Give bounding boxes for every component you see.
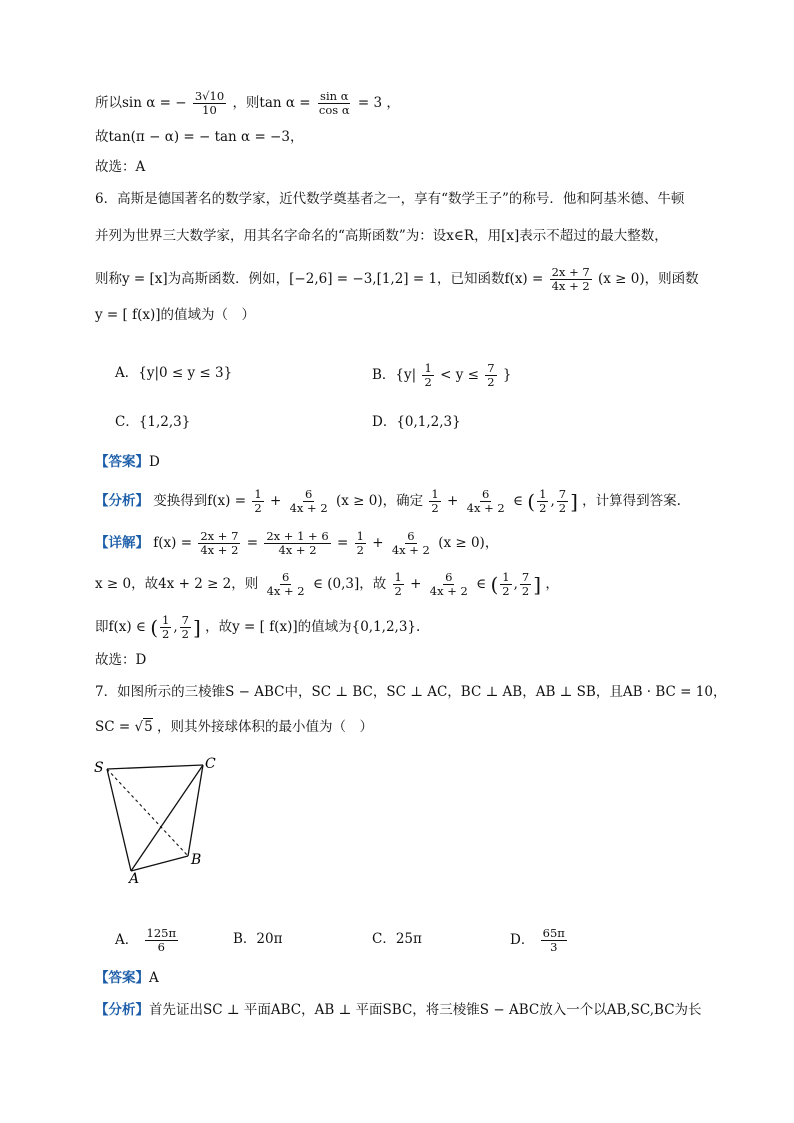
numerator: 125π [146, 926, 177, 940]
fraction [422, 362, 433, 389]
denominator: 2 [487, 375, 495, 389]
detail-label: 【详解】 [95, 535, 149, 551]
numerator: 6 [482, 487, 490, 501]
text: = [336, 535, 349, 551]
q6-option-a[interactable]: A．{y|0 ≤ y ≤ 3} [115, 365, 233, 381]
numerator: 1 [424, 361, 432, 375]
q6-detail-line2: x ≥ 0，故4x + 2 ≥ 2，则 $\frac{6}{4x + 2}$ ∈ (0,3]，故 $\frac{1}{2}$ + $\frac{6}{4x + 2}$ ∈ ( $\frac{1}{2}$ , $\frac{7}{2}$ ] ， [95, 570, 559, 598]
fraction [265, 571, 307, 598]
text: 首先证出SC ⊥ 平面ABC，AB ⊥ 平面SBC，将三棱锥S − ABC放入一个以AB,SC,BC为长 [149, 1002, 702, 1018]
numerator: 2x + 7 [200, 529, 239, 543]
q7-option-d[interactable] [510, 927, 569, 954]
q6-choice: 故选：D [95, 652, 147, 668]
numerator: 6 [407, 529, 415, 543]
fraction [288, 488, 330, 515]
fraction [180, 614, 191, 641]
q6-analysis: 【分析】 变换得到f(x) = $\frac{1}{2}$ + $\frac{6}{4x + 2}$ (x ≥ 0)，确定 $\frac{1}{2}$ + $\frac{6}{4x + 2}$ ∈ ( $\frac{1}{2}$ , $\frac{7}{2}$ ] ，计算得到答案. [95, 487, 681, 515]
numerator: 1 [162, 613, 170, 627]
analysis-label: 【分析】 [95, 493, 149, 509]
denominator: 4x + 2 [466, 501, 505, 515]
q6-detail-line1 [95, 530, 498, 557]
denominator: 3 [550, 940, 558, 954]
text: (x ≥ 0)， [438, 535, 499, 551]
text: + [447, 493, 459, 509]
fraction [428, 571, 470, 598]
numerator: 2x + 7 [551, 265, 590, 279]
denominator: 4x + 2 [266, 584, 305, 598]
q7-option-b[interactable]: B．20π [233, 931, 283, 947]
denominator: 2 [181, 627, 189, 641]
numerator: 1 [539, 487, 547, 501]
denominator: 2 [424, 375, 432, 389]
answer-value: A [149, 970, 159, 986]
numerator: 7 [181, 613, 189, 627]
text: = [246, 535, 259, 551]
fraction [390, 530, 432, 557]
label-s: S [94, 760, 104, 776]
text: B．{y| [372, 367, 417, 383]
text: (x ≥ 0)，确定 [335, 493, 424, 509]
text: D． [510, 932, 535, 948]
text: 变换得到f(x) = [153, 493, 247, 509]
text: = 3 ， [357, 95, 400, 111]
denominator: 2 [539, 501, 547, 515]
denominator: 2 [521, 584, 530, 598]
text: + [410, 576, 422, 592]
fraction [557, 488, 568, 515]
numerator: sin α [320, 89, 349, 103]
edge-sa [107, 769, 131, 871]
fraction [252, 488, 263, 515]
fraction [160, 614, 171, 641]
text: 即f(x) ∈ [95, 619, 146, 635]
answer-label: 【答案】 [95, 970, 149, 986]
fraction [145, 927, 179, 954]
q6-option-d[interactable]: D．{0,1,2,3} [372, 414, 461, 430]
fraction [520, 571, 531, 598]
fraction [429, 488, 440, 515]
denominator: 2 [502, 584, 510, 598]
edge-sc [107, 765, 203, 769]
fraction [465, 488, 507, 515]
q6-option-b[interactable] [372, 362, 511, 389]
fraction [355, 530, 366, 557]
q7-stem-line1: 7．如图所示的三棱锥S − ABC中，SC ⊥ BC，SC ⊥ AC，BC ⊥ AB，AB ⊥ SB，且AB · BC = 10， [95, 684, 727, 700]
solution-choice: 故选：A [95, 159, 146, 175]
denominator: 4x + 2 [551, 279, 590, 293]
denominator: 2 [162, 627, 170, 641]
text: + [269, 493, 282, 509]
fraction [500, 571, 511, 598]
q7-analysis [95, 1000, 702, 1020]
text: ∈ (0,3]，故 [312, 576, 387, 592]
q6-answer [95, 452, 160, 472]
label-a: A [129, 871, 140, 884]
numerator: 1 [502, 570, 510, 584]
edge-cb [188, 765, 203, 856]
denominator: 10 [202, 103, 217, 117]
fraction [485, 362, 496, 389]
denominator: 2 [356, 543, 364, 557]
numerator: 3√10 [194, 89, 225, 103]
numerator: 6 [304, 487, 313, 501]
numerator: 7 [487, 361, 495, 375]
denominator: 4x + 2 [289, 501, 328, 515]
fraction [550, 266, 592, 293]
text: SC = [95, 719, 131, 735]
numerator: 1 [431, 487, 439, 501]
sqrt-radicand: 5 [144, 719, 153, 735]
denominator: 2 [431, 501, 439, 515]
text: + [372, 535, 384, 551]
numerator: 65π [542, 926, 565, 940]
q7-option-c[interactable]: C．25π [372, 931, 422, 947]
denominator: 4x + 2 [278, 543, 317, 557]
text: ， [545, 576, 559, 592]
numerator: 1 [356, 529, 364, 543]
text: 则称y = [x]为高斯函数．例如，[−2,6] = −3,[1,2] = 1，已知函数f(x) = [95, 271, 544, 287]
edge-sb-hidden [107, 769, 188, 856]
solution-line-sin [95, 90, 400, 117]
q6-option-c[interactable]: C．{1,2,3} [115, 414, 191, 430]
text: ，则其外接球体积的最小值为（ ） [156, 719, 373, 735]
text: (x ≥ 0)，则函数 [597, 271, 699, 287]
text: 所以sin α = − [95, 95, 187, 111]
q6-stem-line2: 并列为世界三大数学家，用其名字命名的“高斯函数”为：设x∈R，用[x]表示不超过的最大整数， [95, 228, 668, 244]
analysis-label: 【分析】 [95, 1002, 149, 1018]
tetrahedron-figure [85, 752, 245, 884]
numerator: 2x + 1 + 6 [266, 529, 329, 543]
denominator: 4x + 2 [429, 584, 468, 598]
denominator: 6 [157, 940, 165, 954]
denominator: 2 [558, 501, 567, 515]
denominator: 4x + 2 [200, 543, 239, 557]
numerator: 6 [445, 570, 453, 584]
text: ，计算得到答案. [582, 493, 681, 509]
fraction [541, 927, 567, 954]
label-c: C [205, 756, 216, 772]
q6-detail-line3: 即f(x) ∈ ( $\frac{1}{2}$ , $\frac{7}{2}$ ] ，故y = [ f(x)]的值域为{0,1,2,3}. [95, 613, 421, 641]
fraction [198, 530, 240, 557]
denominator: 4x + 2 [391, 543, 430, 557]
numerator: 1 [394, 570, 402, 584]
q6-stem-line3 [95, 266, 699, 293]
q7-option-a[interactable] [115, 927, 180, 954]
q6-stem-line4: y = [ f(x)]的值域为（ ） [95, 307, 255, 323]
numerator: 1 [254, 487, 262, 501]
solution-line-tan: 故tan(π − α) = − tan α = −3， [95, 129, 304, 145]
numerator: 6 [281, 570, 290, 584]
text: ∈ [513, 493, 523, 509]
text: A． [115, 932, 139, 948]
text: } [502, 367, 512, 383]
q7-stem-line2: SC = √5 ，则其外接球体积的最小值为（ ） [95, 719, 373, 735]
answer-value: D [149, 454, 160, 470]
fraction [537, 488, 548, 515]
fraction [393, 571, 404, 598]
denominator: 2 [254, 501, 262, 515]
answer-label: 【答案】 [95, 454, 149, 470]
q7-answer [95, 968, 159, 988]
label-b: B [191, 852, 202, 868]
text: f(x) = [153, 535, 193, 551]
text: < y ≤ [440, 367, 479, 383]
denominator: cos α [318, 103, 350, 117]
fraction [264, 530, 330, 557]
numerator: 7 [521, 570, 530, 584]
text: ，故y = [ f(x)]的值域为{0,1,2,3}. [205, 619, 421, 635]
text: ，则tan α = [232, 95, 311, 111]
fraction [317, 90, 352, 117]
numerator: 7 [558, 487, 567, 501]
text: x ≥ 0，故4x + 2 ≥ 2，则 [95, 576, 259, 592]
fraction [193, 90, 226, 117]
q6-stem-line1: 6．高斯是德国著名的数学家，近代数学奠基者之一，享有“数学王子”的称号．他和阿基米德、牛顿 [95, 191, 685, 207]
text: ∈ [476, 576, 487, 592]
denominator: 2 [394, 584, 402, 598]
